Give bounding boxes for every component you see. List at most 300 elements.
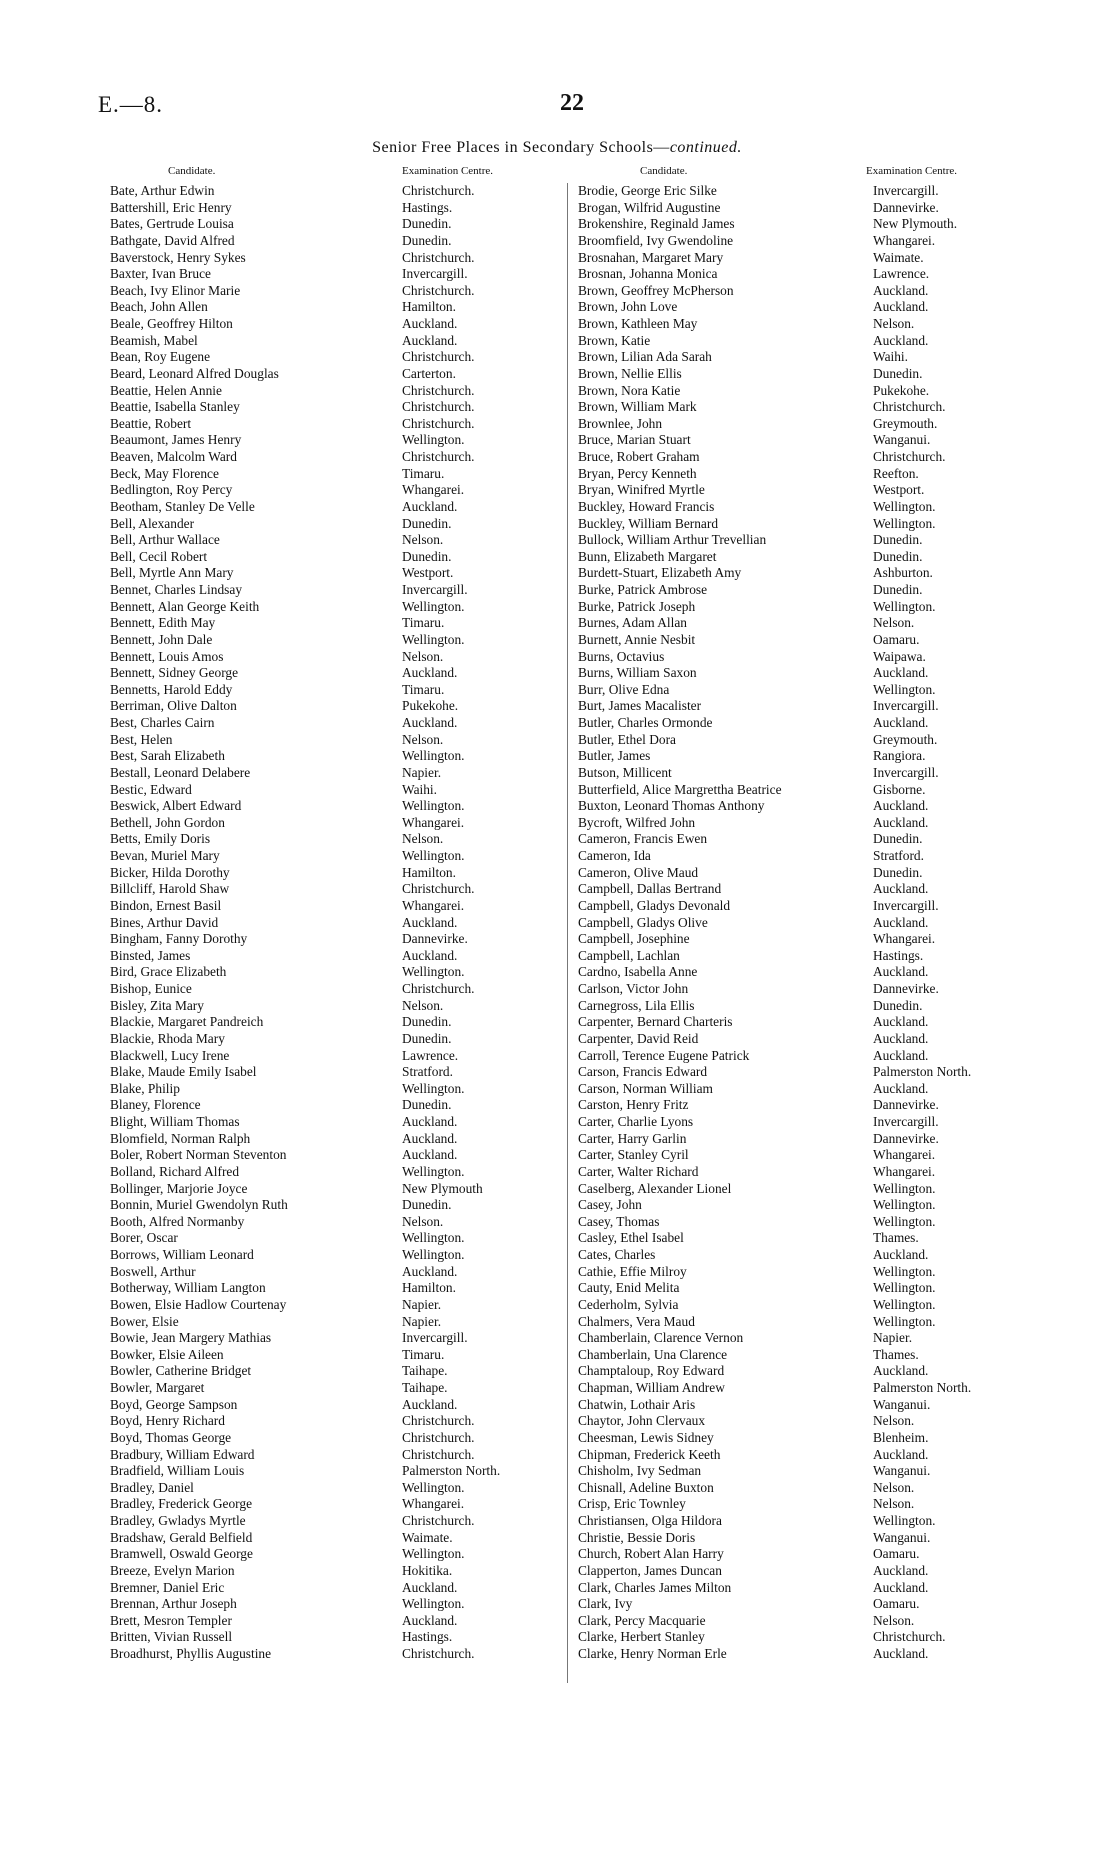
candidate-name: Bowler, Catherine Bridget bbox=[110, 1363, 252, 1379]
examination-centre: Greymouth. bbox=[873, 731, 938, 747]
candidate-name: Campbell, Gladys Devonald bbox=[578, 897, 731, 913]
list-item bbox=[110, 499, 550, 516]
list-item bbox=[578, 1114, 1098, 1131]
examination-centre: Wellington. bbox=[873, 1197, 936, 1213]
examination-centre: Whangarei. bbox=[402, 1496, 465, 1512]
candidate-name: Boler, Robert Norman Steventon bbox=[110, 1147, 287, 1163]
examination-centre: Dannevirke. bbox=[873, 981, 939, 996]
candidate-name: Bradfield, William Louis bbox=[110, 1463, 245, 1479]
candidate-name: Bennett, John Dale bbox=[110, 631, 213, 647]
list-item bbox=[110, 366, 550, 383]
list-item bbox=[110, 299, 550, 316]
list-item bbox=[578, 964, 1098, 981]
examination-centre: Auckland. bbox=[873, 299, 929, 315]
examination-centre: Christchurch. bbox=[402, 1429, 475, 1445]
examination-centre: Auckland. bbox=[873, 1363, 929, 1379]
examination-centre: Stratford. bbox=[402, 1064, 453, 1080]
list-item bbox=[110, 1147, 550, 1164]
examination-centre: New Plymouth bbox=[402, 1180, 483, 1196]
examination-centre: Dunedin. bbox=[873, 365, 923, 381]
candidate-name: Cauty, Enid Melita bbox=[578, 1280, 680, 1296]
list-item bbox=[578, 283, 1098, 300]
examination-centre: Wellington. bbox=[402, 1546, 465, 1562]
candidate-name: Chisnall, Adeline Buxton bbox=[578, 1479, 714, 1495]
list-item bbox=[578, 1031, 1098, 1048]
candidate-name: Brosnan, Johanna Monica bbox=[578, 266, 718, 282]
candidate-name: Brown, Kathleen May bbox=[578, 316, 698, 331]
examination-centre: Nelson. bbox=[873, 1496, 915, 1512]
list-item bbox=[578, 1629, 1098, 1646]
candidate-name: Baverstock, Henry Sykes bbox=[110, 249, 246, 265]
list-item bbox=[578, 1314, 1098, 1331]
candidate-name: Carpenter, Bernard Charteris bbox=[578, 1014, 733, 1030]
candidate-name: Bingham, Fanny Dorothy bbox=[110, 931, 248, 947]
list-item bbox=[578, 732, 1098, 749]
list-item bbox=[578, 399, 1098, 416]
candidate-name: Burnett, Annie Nesbit bbox=[578, 631, 696, 647]
candidate-name: Carroll, Terence Eugene Patrick bbox=[578, 1047, 750, 1063]
candidate-name: Best, Charles Cairn bbox=[110, 715, 215, 730]
list-item bbox=[578, 1463, 1098, 1480]
list-item bbox=[578, 698, 1098, 715]
candidate-name: Bates, Gertrude Louisa bbox=[110, 216, 234, 232]
candidate-name: Bradley, Gwladys Myrtle bbox=[110, 1513, 246, 1528]
candidate-name: Binsted, James bbox=[110, 947, 191, 963]
list-item bbox=[578, 998, 1098, 1015]
examination-centre: Wanganui. bbox=[873, 1529, 931, 1545]
candidate-name: Bremner, Daniel Eric bbox=[110, 1579, 225, 1595]
candidate-name: Bennett, Sidney George bbox=[110, 665, 239, 681]
candidate-name: Chapman, William Andrew bbox=[578, 1380, 725, 1395]
candidate-name: Carlson, Victor John bbox=[578, 981, 689, 996]
list-item bbox=[110, 1347, 550, 1364]
candidate-name: Best, Helen bbox=[110, 731, 173, 747]
list-item bbox=[578, 1297, 1098, 1314]
examination-centre: Wellington. bbox=[873, 1263, 936, 1279]
right-candidate-list bbox=[578, 183, 1098, 1663]
list-item bbox=[110, 815, 550, 832]
examination-centre: Auckland. bbox=[402, 947, 458, 963]
candidate-name: Crisp, Eric Townley bbox=[578, 1496, 686, 1512]
examination-centre: Auckland. bbox=[402, 1263, 458, 1279]
examination-centre: Blenheim. bbox=[873, 1429, 929, 1445]
examination-centre: Wellington. bbox=[402, 748, 465, 764]
list-item bbox=[578, 1563, 1098, 1580]
list-item bbox=[110, 549, 550, 566]
list-item bbox=[110, 1646, 550, 1663]
candidate-name: Beaumont, James Henry bbox=[110, 432, 242, 448]
list-item bbox=[110, 1031, 550, 1048]
list-item bbox=[110, 532, 550, 549]
examination-centre: Auckland. bbox=[873, 1014, 929, 1030]
candidate-name: Blackie, Margaret Pandreich bbox=[110, 1014, 264, 1030]
list-item bbox=[578, 1197, 1098, 1214]
candidate-name: Butson, Millicent bbox=[578, 764, 672, 780]
examination-centre: Taihape. bbox=[402, 1380, 448, 1395]
candidate-name: Brogan, Wilfrid Augustine bbox=[578, 199, 721, 215]
list-item bbox=[110, 1230, 550, 1247]
examination-centre: Dunedin. bbox=[402, 515, 452, 531]
list-item bbox=[578, 1181, 1098, 1198]
candidate-name: Burnes, Adam Allan bbox=[578, 615, 687, 631]
examination-centre: Invercargill. bbox=[402, 266, 468, 282]
candidate-name: Caselberg, Alexander Lionel bbox=[578, 1180, 732, 1196]
examination-centre: Wellington. bbox=[402, 1596, 465, 1612]
examination-centre: Auckland. bbox=[873, 1579, 929, 1595]
examination-centre: Auckland. bbox=[873, 964, 929, 980]
list-item bbox=[578, 1230, 1098, 1247]
list-item bbox=[110, 516, 550, 533]
list-item bbox=[110, 1114, 550, 1131]
list-item bbox=[110, 466, 550, 483]
candidate-name: Carter, Walter Richard bbox=[578, 1163, 699, 1179]
examination-centre: Invercargill. bbox=[402, 1330, 468, 1346]
list-item bbox=[578, 1380, 1098, 1397]
candidate-name: Brown, Nellie Ellis bbox=[578, 365, 682, 381]
examination-centre: Rangiora. bbox=[873, 748, 926, 764]
list-item bbox=[110, 1081, 550, 1098]
candidate-name: Bate, Arthur Edwin bbox=[110, 183, 215, 198]
examination-centre: Auckland. bbox=[402, 332, 458, 348]
list-item bbox=[110, 1064, 550, 1081]
examination-centre: Auckland. bbox=[873, 914, 929, 930]
examination-centre: Invercargill. bbox=[873, 183, 939, 198]
list-item bbox=[110, 798, 550, 815]
examination-centre: Lawrence. bbox=[873, 266, 930, 282]
candidate-name: Bradbury, William Edward bbox=[110, 1446, 255, 1462]
examination-centre: Wanganui. bbox=[873, 1396, 931, 1412]
list-item bbox=[110, 1048, 550, 1065]
examination-centre: Whangarei. bbox=[873, 232, 936, 248]
candidate-name: Burt, James Macalister bbox=[578, 698, 702, 714]
candidate-name: Chamberlain, Una Clarence bbox=[578, 1346, 728, 1362]
list-item bbox=[110, 482, 550, 499]
list-item bbox=[578, 549, 1098, 566]
candidate-name: Chamberlain, Clarence Vernon bbox=[578, 1330, 744, 1346]
list-item bbox=[578, 1064, 1098, 1081]
examination-centre: Invercargill. bbox=[873, 764, 939, 780]
list-item bbox=[110, 266, 550, 283]
examination-centre: Wellington. bbox=[873, 515, 936, 531]
list-item bbox=[110, 1363, 550, 1380]
candidate-name: Carson, Norman William bbox=[578, 1080, 713, 1096]
examination-centre: Nelson. bbox=[873, 1413, 915, 1429]
examination-centre: Lawrence. bbox=[402, 1047, 459, 1063]
candidate-name: Betts, Emily Doris bbox=[110, 831, 211, 847]
examination-centre: Waihi. bbox=[873, 349, 908, 365]
candidate-name: Bollinger, Marjorie Joyce bbox=[110, 1180, 248, 1196]
examination-centre: Dunedin. bbox=[873, 582, 923, 597]
examination-centre: Auckland. bbox=[873, 1446, 929, 1462]
list-item bbox=[578, 615, 1098, 632]
candidate-name: Bell, Myrtle Ann Mary bbox=[110, 565, 234, 581]
examination-centre: Invercargill. bbox=[873, 698, 939, 714]
list-item bbox=[110, 1197, 550, 1214]
candidate-name: Brown, Katie bbox=[578, 332, 651, 348]
examination-centre: Napier. bbox=[402, 1296, 442, 1312]
left-centre-header: Examination Centre. bbox=[402, 165, 494, 177]
examination-centre: Hokitika. bbox=[402, 1562, 453, 1578]
candidate-name: Chaytor, John Clervaux bbox=[578, 1413, 706, 1429]
examination-centre: Whangarei. bbox=[873, 1147, 936, 1163]
examination-centre: Wellington. bbox=[402, 1080, 465, 1096]
candidate-name: Bines, Arthur David bbox=[110, 914, 219, 930]
list-item bbox=[578, 416, 1098, 433]
candidate-name: Blomfield, Norman Ralph bbox=[110, 1130, 251, 1146]
examination-centre: Wellington. bbox=[402, 1247, 465, 1262]
list-item bbox=[110, 1480, 550, 1497]
candidate-name: Buckley, William Bernard bbox=[578, 515, 719, 531]
examination-centre: Auckland. bbox=[402, 914, 458, 930]
candidate-name: Chisholm, Ivy Sedman bbox=[578, 1463, 702, 1479]
examination-centre: Greymouth. bbox=[873, 415, 938, 431]
list-item bbox=[578, 782, 1098, 799]
list-item bbox=[110, 1380, 550, 1397]
candidate-name: Borrows, William Leonard bbox=[110, 1247, 254, 1262]
candidate-name: Bennet, Charles Lindsay bbox=[110, 582, 243, 597]
examination-centre: Wellington. bbox=[873, 598, 936, 614]
candidate-name: Burns, Octavius bbox=[578, 648, 665, 664]
candidate-name: Cameron, Olive Maud bbox=[578, 864, 699, 880]
examination-centre: Dunedin. bbox=[873, 548, 923, 564]
examination-centre: Invercargill. bbox=[873, 897, 939, 913]
list-item bbox=[578, 1048, 1098, 1065]
examination-centre: Christchurch. bbox=[402, 249, 475, 265]
candidate-name: Cederholm, Sylvia bbox=[578, 1296, 679, 1312]
list-item bbox=[578, 532, 1098, 549]
list-item bbox=[110, 399, 550, 416]
list-item bbox=[578, 1513, 1098, 1530]
candidate-name: Clark, Ivy bbox=[578, 1596, 633, 1612]
candidate-name: Bestic, Edward bbox=[110, 781, 192, 797]
examination-centre: Napier. bbox=[402, 764, 442, 780]
list-item bbox=[578, 449, 1098, 466]
examination-centre: Auckland. bbox=[402, 665, 458, 681]
examination-centre: Whangarei. bbox=[402, 897, 465, 913]
candidate-name: Cates, Charles bbox=[578, 1247, 656, 1262]
candidate-name: Campbell, Lachlan bbox=[578, 947, 680, 963]
list-item bbox=[110, 981, 550, 998]
examination-centre: Palmerston North. bbox=[873, 1380, 972, 1395]
list-item bbox=[578, 1147, 1098, 1164]
examination-centre: Christchurch. bbox=[402, 183, 475, 198]
examination-centre: Dannevirke. bbox=[873, 1130, 939, 1146]
left-candidate-header: Candidate. bbox=[168, 165, 216, 177]
list-item bbox=[110, 216, 550, 233]
candidate-name: Boswell, Arthur bbox=[110, 1263, 196, 1279]
examination-centre: Pukekohe. bbox=[873, 382, 930, 398]
list-item bbox=[578, 333, 1098, 350]
candidate-name: Bruce, Marian Stuart bbox=[578, 432, 691, 448]
list-item bbox=[578, 915, 1098, 932]
list-item bbox=[578, 981, 1098, 998]
examination-centre: Hamilton. bbox=[402, 864, 456, 880]
candidate-name: Broadhurst, Phyllis Augustine bbox=[110, 1646, 272, 1661]
list-item bbox=[110, 200, 550, 217]
column-divider bbox=[567, 183, 568, 1683]
list-item bbox=[110, 1513, 550, 1530]
examination-centre: Christchurch. bbox=[402, 1413, 475, 1429]
candidate-name: Clarke, Henry Norman Erle bbox=[578, 1646, 727, 1661]
list-item bbox=[578, 599, 1098, 616]
list-item bbox=[110, 1014, 550, 1031]
examination-centre: Dunedin. bbox=[402, 1197, 452, 1213]
list-item bbox=[578, 1480, 1098, 1497]
list-item bbox=[578, 665, 1098, 682]
examination-centre: Auckland. bbox=[873, 715, 929, 730]
list-item bbox=[578, 1264, 1098, 1281]
list-item bbox=[110, 865, 550, 882]
candidate-name: Beswick, Albert Edward bbox=[110, 798, 242, 814]
list-item bbox=[578, 848, 1098, 865]
examination-centre: Hamilton. bbox=[402, 299, 456, 315]
examination-centre: Waimate. bbox=[873, 249, 924, 265]
list-item bbox=[578, 299, 1098, 316]
candidate-name: Battershill, Eric Henry bbox=[110, 199, 232, 215]
list-item bbox=[578, 1363, 1098, 1380]
list-item bbox=[110, 1413, 550, 1430]
examination-centre: Wellington. bbox=[873, 681, 936, 697]
list-item bbox=[578, 715, 1098, 732]
list-item bbox=[578, 516, 1098, 533]
candidate-name: Bonnin, Muriel Gwendolyn Ruth bbox=[110, 1197, 288, 1213]
examination-centre: Dunedin. bbox=[402, 216, 452, 232]
examination-centre: Auckland. bbox=[873, 282, 929, 298]
list-item bbox=[578, 1097, 1098, 1114]
candidate-name: Beach, Ivy Elinor Marie bbox=[110, 282, 241, 298]
list-item bbox=[110, 582, 550, 599]
list-item bbox=[578, 432, 1098, 449]
candidate-name: Berriman, Olive Dalton bbox=[110, 698, 237, 714]
list-item bbox=[578, 565, 1098, 582]
examination-centre: Oamaru. bbox=[873, 631, 920, 647]
list-item bbox=[110, 383, 550, 400]
list-item bbox=[110, 1330, 550, 1347]
list-item bbox=[578, 1131, 1098, 1148]
candidate-name: Broomfield, Ivy Gwendoline bbox=[578, 232, 734, 248]
examination-centre: Wellington. bbox=[873, 1513, 936, 1528]
list-item bbox=[578, 1330, 1098, 1347]
candidate-name: Bell, Cecil Robert bbox=[110, 548, 208, 564]
candidate-name: Beattie, Helen Annie bbox=[110, 382, 222, 398]
examination-centre: Nelson. bbox=[402, 532, 444, 548]
examination-centre: Nelson. bbox=[402, 997, 444, 1013]
list-item bbox=[110, 915, 550, 932]
candidate-name: Boyd, George Sampson bbox=[110, 1396, 238, 1412]
candidate-name: Bicker, Hilda Dorothy bbox=[110, 864, 230, 880]
examination-centre: Waimate. bbox=[402, 1529, 453, 1545]
list-item bbox=[578, 1247, 1098, 1264]
examination-centre: Pukekohe. bbox=[402, 698, 459, 714]
examination-centre: Carterton. bbox=[402, 365, 456, 381]
examination-centre: Napier. bbox=[402, 1313, 442, 1329]
list-item bbox=[578, 649, 1098, 666]
examination-centre: Nelson. bbox=[402, 831, 444, 847]
list-item bbox=[578, 948, 1098, 965]
candidate-name: Bennetts, Harold Eddy bbox=[110, 681, 233, 697]
candidate-name: Butler, Charles Ormonde bbox=[578, 715, 713, 730]
list-item bbox=[110, 1463, 550, 1480]
candidate-name: Bramwell, Oswald George bbox=[110, 1546, 253, 1562]
title-continued: continued. bbox=[669, 139, 742, 156]
candidate-name: Brown, Nora Katie bbox=[578, 382, 681, 398]
candidate-name: Carpenter, David Reid bbox=[578, 1030, 699, 1046]
candidate-name: Booth, Alfred Normanby bbox=[110, 1213, 245, 1229]
examination-centre: Whangarei. bbox=[402, 814, 465, 830]
examination-centre: Palmerston North. bbox=[873, 1064, 972, 1080]
candidate-name: Baxter, Ivan Bruce bbox=[110, 266, 211, 282]
candidate-name: Bradshaw, Gerald Belfield bbox=[110, 1529, 253, 1545]
candidate-name: Bishop, Eunice bbox=[110, 981, 192, 996]
candidate-name: Casey, John bbox=[578, 1197, 642, 1213]
examination-centre: Hastings. bbox=[873, 947, 924, 963]
candidate-name: Brown, Lilian Ada Sarah bbox=[578, 349, 712, 365]
list-item bbox=[110, 432, 550, 449]
candidate-name: Buxton, Leonard Thomas Anthony bbox=[578, 798, 765, 814]
candidate-name: Burns, William Saxon bbox=[578, 665, 697, 681]
examination-centre: Reefton. bbox=[873, 465, 919, 481]
examination-centre: Wanganui. bbox=[873, 1463, 931, 1479]
list-item bbox=[578, 831, 1098, 848]
examination-centre: Auckland. bbox=[402, 498, 458, 514]
list-item bbox=[110, 732, 550, 749]
candidate-name: Campbell, Gladys Olive bbox=[578, 914, 708, 930]
list-item bbox=[578, 1413, 1098, 1430]
list-item bbox=[110, 349, 550, 366]
examination-centre: Wellington. bbox=[402, 964, 465, 980]
examination-centre: Wellington. bbox=[402, 598, 465, 614]
candidate-name: Beattie, Robert bbox=[110, 415, 192, 431]
examination-centre: Nelson. bbox=[402, 731, 444, 747]
list-item bbox=[110, 316, 550, 333]
candidate-name: Bowie, Jean Margery Mathias bbox=[110, 1330, 272, 1346]
candidate-name: Carson, Francis Edward bbox=[578, 1064, 708, 1080]
list-item bbox=[578, 233, 1098, 250]
examination-centre: Timaru. bbox=[402, 465, 445, 481]
examination-centre: Dunedin. bbox=[873, 864, 923, 880]
candidate-name: Blake, Maude Emily Isabel bbox=[110, 1064, 257, 1080]
list-item bbox=[578, 748, 1098, 765]
list-item bbox=[578, 250, 1098, 267]
candidate-name: Burr, Olive Edna bbox=[578, 681, 670, 697]
candidate-name: Best, Sarah Elizabeth bbox=[110, 748, 225, 764]
examination-centre: Wellington. bbox=[873, 1180, 936, 1196]
candidate-name: Bethell, John Gordon bbox=[110, 814, 225, 830]
candidate-name: Chatwin, Lothair Aris bbox=[578, 1396, 696, 1412]
list-item bbox=[110, 599, 550, 616]
candidate-name: Bean, Roy Eugene bbox=[110, 349, 211, 365]
list-item bbox=[110, 1181, 550, 1198]
list-item bbox=[578, 482, 1098, 499]
candidate-name: Beamish, Mabel bbox=[110, 332, 198, 348]
candidate-name: Buckley, Howard Francis bbox=[578, 498, 715, 514]
examination-centre: Wellington. bbox=[873, 498, 936, 514]
candidate-name: Bell, Arthur Wallace bbox=[110, 532, 220, 548]
examination-centre: Hastings. bbox=[402, 1629, 453, 1645]
list-item bbox=[110, 848, 550, 865]
examination-centre: Wellington. bbox=[873, 1296, 936, 1312]
examination-centre: Auckland. bbox=[873, 1080, 929, 1096]
candidate-name: Chalmers, Vera Maud bbox=[578, 1313, 695, 1329]
candidate-name: Bryan, Winifred Myrtle bbox=[578, 482, 705, 498]
list-item bbox=[110, 1613, 550, 1630]
examination-centre: Auckland. bbox=[402, 1114, 458, 1129]
examination-centre: Christchurch. bbox=[402, 399, 475, 415]
list-item bbox=[110, 183, 550, 200]
candidate-name: Billcliff, Harold Shaw bbox=[110, 881, 230, 897]
list-item bbox=[578, 1214, 1098, 1231]
examination-centre: Auckland. bbox=[873, 1047, 929, 1063]
